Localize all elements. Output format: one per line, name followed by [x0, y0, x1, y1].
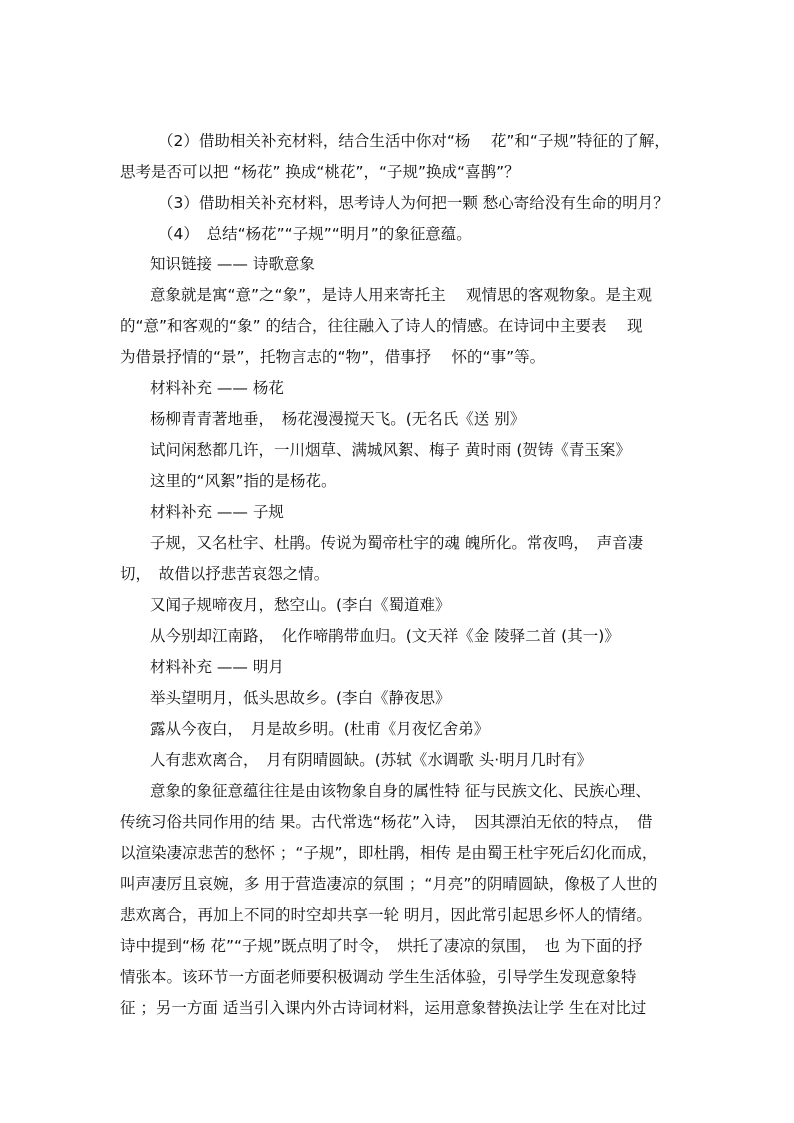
paragraph-line: 意象就是寓“意”之“象”，是诗人用来寄托主 观情思的客观物象。是主观: [150, 286, 653, 304]
quote-line: 举头望明月，低头思故乡。(李白《静夜思》: [150, 689, 451, 707]
quote-line: 杨柳青青著地垂， 杨花漫漫搅天飞。(无名氏《送 别》: [150, 410, 526, 428]
section-heading-bright-moon: 材料补充 —— 明月: [150, 658, 284, 676]
question-3: （3）借助相关补充材料，思考诗人为何把一颗 愁心寄给没有生命的明月？: [158, 194, 669, 212]
quote-line: 又闻子规啼夜月，愁空山。(李白《蜀道难》: [150, 596, 451, 614]
question-2-line-1: （2）借助相关补充材料，结合生活中你对“杨 花”和“子规”特征的了解，: [158, 132, 670, 150]
paragraph-line: 为借景抒情的“景”，托物言志的“物”，借事抒 怀的“事”等。: [120, 348, 546, 366]
paragraph-line: 叫声凄厉且哀婉，多 用于营造凄凉的氛围 ；“月亮”的阴晴圆缺，像极了人世的: [120, 875, 658, 893]
question-4: （4） 总结“杨花”“子规”“明月”的象征意蕴。: [158, 225, 472, 243]
quote-line: 试问闲愁都几许，一川烟草、满城风絮、梅子 黄时雨 (贺铸《青玉案》: [150, 441, 631, 459]
section-heading-cuckoo: 材料补充 —— 子规: [150, 503, 284, 521]
paragraph-line: 意象的象征意蕴往往是由该物象自身的属性特 征与民族文化、民族心理、: [150, 782, 651, 800]
paragraph-line: 传统习俗共同作用的结 果。古代常选“杨花”入诗， 因其漂泊无依的特点， 借: [120, 813, 653, 831]
question-2-line-2: 思考是否可以把 “杨花” 换成“桃花”，“子规”换成“喜鹊”？: [120, 163, 520, 181]
note-line: 这里的“风絮”指的是杨花。: [150, 472, 337, 490]
paragraph-line: 情张本。该环节一方面老师要积极调动 学生生活体验，引导学生发现意象特: [120, 968, 637, 986]
paragraph-line: 子规，又名杜宇、杜鹃。传说为蜀帝杜宇的魂 魄所化。常夜鸣， 声音凄: [150, 534, 644, 552]
section-heading-willow-catkin: 材料补充 —— 杨花: [150, 379, 284, 397]
quote-line: 露从今夜白， 月是故乡明。(杜甫《月夜忆舍弟》: [150, 720, 490, 738]
paragraph-line: 诗中提到“杨 花”“子规”既点明了时令， 烘托了凄凉的氛围， 也 为下面的抒: [120, 937, 643, 955]
quote-line: 从今别却江南路， 化作啼鹃带血归。(文天祥《金 陵驿二首 (其一)》: [150, 627, 620, 645]
paragraph-line: 悲欢离合，再加上不同的时空却共享一轮 明月，因此常引起思乡怀人的情绪。: [120, 906, 652, 924]
section-heading-poetry-imagery: 知识链接 —— 诗歌意象: [150, 255, 315, 273]
paragraph-line: 切， 故借以抒悲苦哀怨之情。: [120, 565, 330, 583]
paragraph-line: 以渲染凄凉悲苦的愁怀 ；“子规”，即杜鹃，相传 是由蜀王杜宇死后幻化而成，: [120, 844, 658, 862]
paragraph-line: 的“意”和客观的“象” 的结合，往往融入了诗人的情感。在诗词中主要表 现: [120, 317, 643, 335]
quote-line: 人有悲欢离合， 月有阴晴圆缺。(苏轼《水调歌 头·明月几时有》: [150, 751, 593, 769]
paragraph-line: 征 ；另一方面 适当引入课内外古诗词材料，运用意象替换法让学 生在对比过: [120, 999, 647, 1017]
